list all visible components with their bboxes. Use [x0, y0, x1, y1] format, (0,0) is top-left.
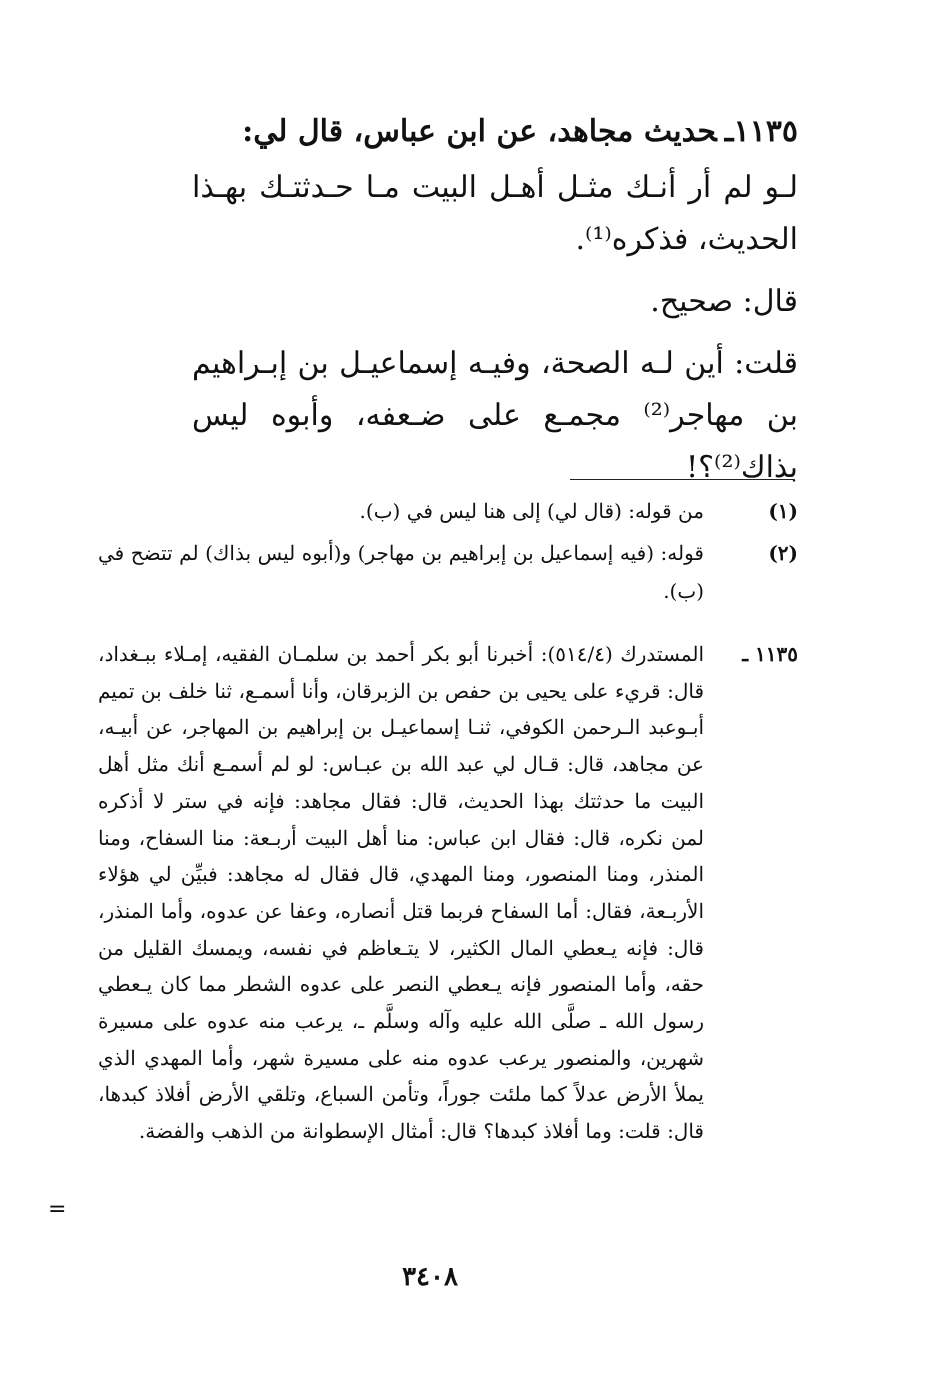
commentary-text: المستدرك (٥١٤/٤): أخبرنا أبو بكر أحمد بن سلمـان الفقيه، إمـلاء ببـغداد، قال: قريء على يحيى بن حفص بن الزبرقان، وأنا أسمـع، ثنا خلف بن تميم أبـوعبد الـرحمن الكوفي، ثنـا إسماعيـل بن إبراهيم بن المهاجر، عن أبيـه، عن مجاهد، قال: قـال لي عبد الله بن عبـاس: لو لم أسمـع أنك مثل أهل البيت ما حدثتك بهذا الحديث، قال: فقال مجاهد: فإنه في ستر لا أذكره لمن نكره، قال: فقال ابن عباس: منا أهل البيت أربـعة: منا السفاح، ومنا المنذر، ومنا المنصور، ومنا المهدي، قال فقال له مجاهد: فبيِّن لي هؤلاء الأربـعة، فقال: أما السفاح فربما قتل أنصاره، وعفا عن عدوه، وأما المنذر، قال: فإنه يـعطي المال الكثير، لا يتـعاظم في نفسه، ويمسك القليل من حقه، وأما المنصور فإنه يـعطي النصر على عدوه الشطر مما كان يـعطي رسول الله ـ صلَّى الله عليه وآله وسلَّم ـ، يرعب منه عدوه على مسيرة شهرين، والمنصور يرعب عدوه منه على مسيرة شهر، وأما المهدي الذي يملأ الأرض عدلاً كما ملئت جوراً، وتأمن السباع، وتلقي الأرض أفلاذ كبدها، قال: قلت: وما أفلاذ كبدها؟ قال: أمثال الإسطوانة من الذهب والفضة.	[98, 642, 705, 1144]
entry-quote: لـو لم أر أنـك مثـل أهـل البيت مـا حـدثتـك بهـذا الحديث، فذكره⁽¹⁾.	[192, 170, 798, 257]
footnote-divider	[570, 479, 794, 480]
entry-heading-text: حديث مجاهد، عن ابن عباس، قال لي:	[242, 114, 717, 149]
entry-critique: قلت: أين لـه الصحة، وفيـه إسماعيـل بن إبـراهيم بن مهاجر⁽²⁾ مجمـع على ضـعفه، وأبوه ليس بذاك⁽²⁾؟!	[192, 346, 798, 485]
footnotes	[98, 492, 798, 614]
page-number: ٣٤٠٨	[402, 1262, 458, 1292]
footnote-marker: (١)	[768, 499, 798, 523]
entry-heading	[98, 112, 798, 152]
entry-number: ١١٣٥ـ	[724, 114, 798, 149]
commentary-section	[98, 636, 798, 1150]
footnote-marker: (٢)	[768, 541, 798, 565]
entry-ruling: قال: صحيح.	[650, 284, 798, 319]
commentary-number: ١١٣٥ ـ	[742, 642, 798, 666]
footnote-item	[98, 492, 798, 530]
hadith-entry	[98, 112, 798, 504]
continuation-mark: =	[48, 1197, 67, 1222]
commentary-item	[98, 636, 798, 1150]
footnote-text: قوله: (فيه إسماعيل بن إبراهيم بن مهاجر) و(أبوه ليس بذاك) لم تتضح في (ب).	[98, 541, 704, 603]
footnote-text: من قوله: (قال لي) إلى هنا ليس في (ب).	[359, 499, 704, 523]
footnote-item	[98, 534, 798, 610]
